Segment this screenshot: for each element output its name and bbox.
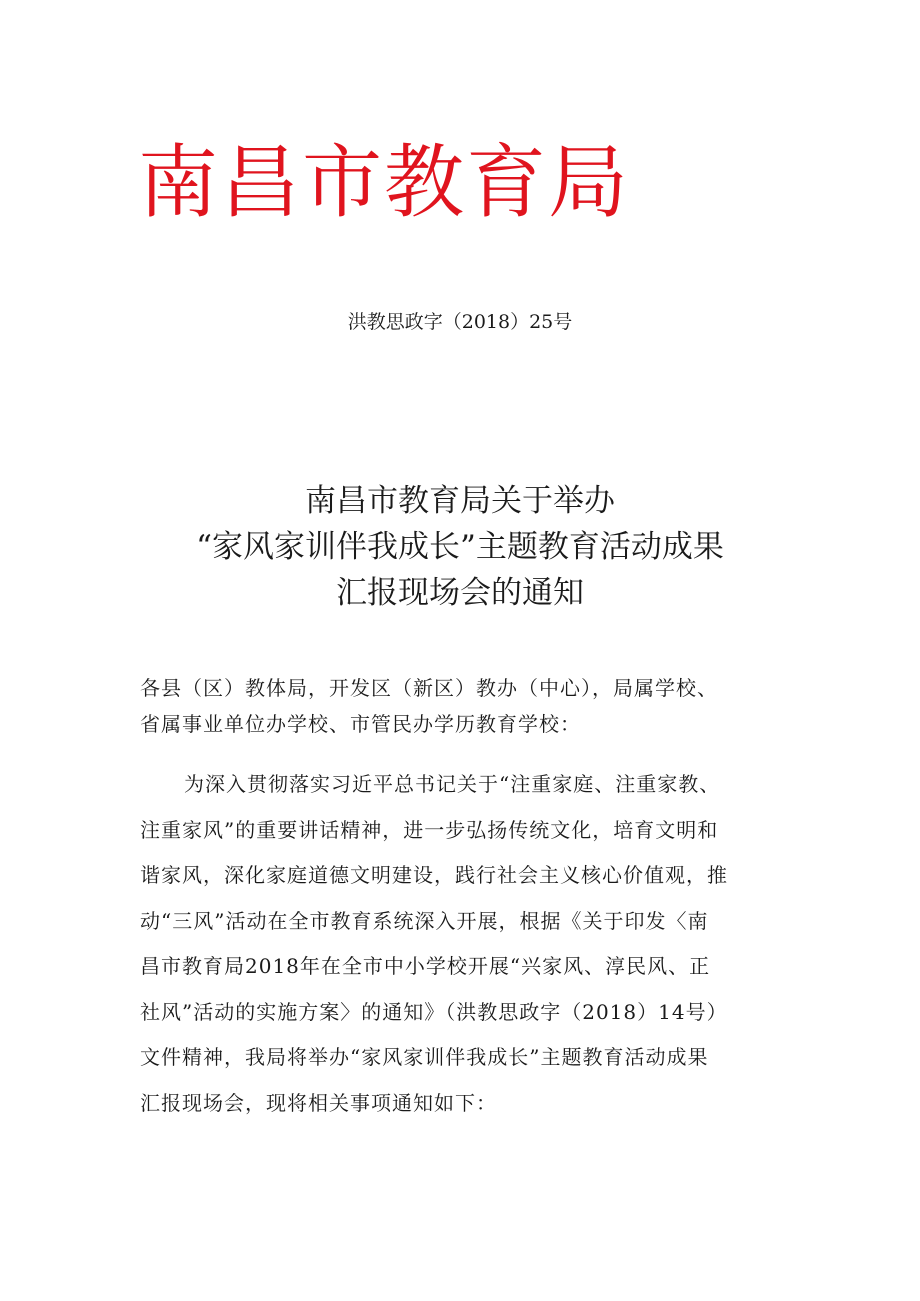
title-line: “家风家训伴我成长”主题教育活动成果 (196, 529, 724, 565)
title-line: 汇报现场会的通知 (336, 575, 584, 611)
body-line: 昌市教育局2018年在全市中小学校开展“兴家风、淳民风、正 (140, 954, 711, 978)
salutation-line: 各县（区）教体局，开发区（新区）教办（中心），局属学校、 (140, 676, 718, 700)
title-line: 南昌市教育局关于举办 (305, 483, 615, 519)
body-line: 社风”活动的实施方案〉的通知》（洪教思政字（2018）14号） (140, 999, 728, 1024)
body-line: 谐家风，深化家庭道德文明建设，践行社会主义核心价值观，推 (140, 863, 728, 887)
body-line: 文件精神，我局将举办“家风家训伴我成长”主题教育活动成果 (140, 1045, 709, 1069)
body-line: 为深入贯彻落实习近平总书记关于“注重家庭、注重家教、 (184, 772, 721, 796)
body-paragraph (140, 762, 800, 1126)
salutation-line: 省属事业单位办学校、市管民办学历教育学校： (140, 712, 581, 736)
body-line: 动“三风”活动在全市教育系统深入开展，根据《关于印发〈南 (140, 908, 709, 933)
body-line: 汇报现场会，现将相关事项通知如下： (140, 1090, 497, 1115)
organization-header: 南昌市教育局 (138, 136, 630, 229)
document-number: 洪教思政字（2018）25号 (347, 311, 573, 333)
salutation (140, 670, 800, 742)
document-title (100, 478, 820, 616)
body-line: 注重家风”的重要讲话精神，进一步弘扬传统文化，培育文明和 (140, 817, 719, 842)
